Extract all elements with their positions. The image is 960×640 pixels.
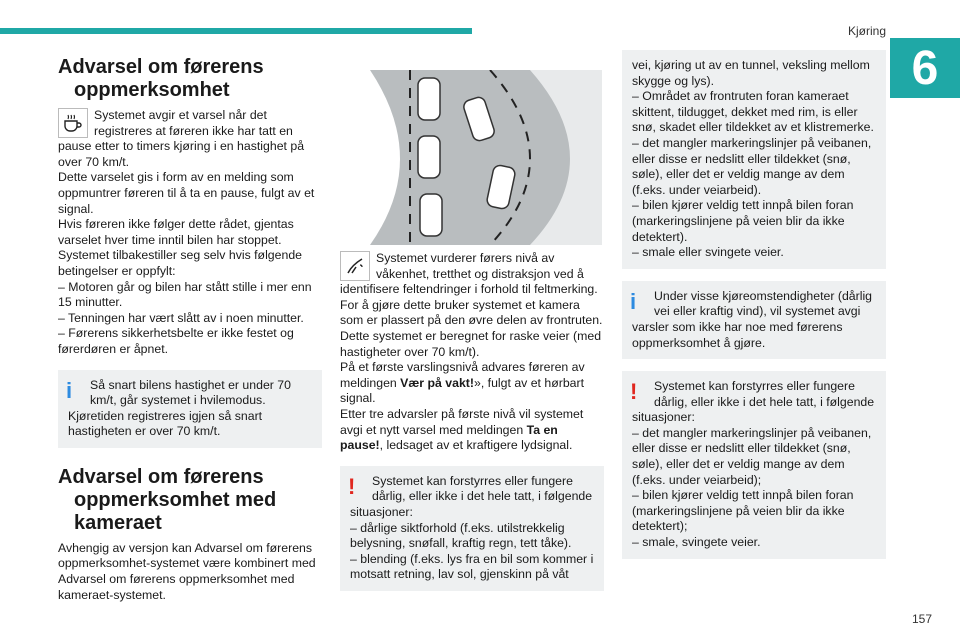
list-item: – Motoren går og bilen har stått stille i mer enn 15 minutter. (58, 279, 312, 310)
paragraph: På et første varslingsnivå advares føreren av meldingen Vær på vakt!», fulgt av et hørbart signal. (340, 360, 585, 406)
heading-camera-attention: Advarsel om førerens oppmerksomhet med kameraet (58, 465, 277, 534)
warning-icon: ! (348, 473, 356, 499)
coffee-paragraph: Systemet avgir et varsel når det registreres at føreren ikke har tatt en pause etter to timers kjøring i en hastighet på over 70 km/t. (58, 108, 305, 169)
list-item: – blending (f.eks. lys fra en bil som kommer i motsatt retning, lav sol, gjenskinn på våt (350, 551, 594, 582)
paragraph: Dette varselet gis i form av en melding som oppmuntrer føreren til å ta en pause, fulgt av et signal. (58, 170, 315, 216)
heading-driver-attention: Advarsel om førerens oppmerksomhet (58, 56, 264, 101)
warning-box: ! Systemet kan forstyrres eller fungere dårlig, eller ikke i det hele tatt, i følgende situasjoner: – dårlige siktforhold (f.eks. utilstrekkelig belysning, snøfall, kraftig regn, tett tåke). – blending (f.eks. lys fra en bil som kommer i motsatt retning, lav sol, gjenskinn på våt (340, 466, 604, 591)
list-item: – det mangler markeringslinjer på veibanen, eller disse er nedslitt eller tildekket (snø, søle), eller det er veldig mange av dem (f.eks. under veiarbeid). (632, 135, 872, 197)
paragraph: For å gjøre dette bruker systemet et kamera som er plassert på den øvre delen av frontruten. (340, 297, 603, 328)
header-bar (0, 28, 472, 34)
column-1 (58, 56, 322, 603)
info-box: i Så snart bilens hastighet er under 70 km/t, går systemet i hvilemodus. Kjøretiden registreres igjen så snart hastigheten er over 70 km/t. (58, 370, 322, 448)
paragraph: Systemet tilbakestiller seg selv hvis følgende betingelser er oppfylt: (58, 248, 302, 278)
page-number: 157 (911, 612, 932, 626)
paragraph: Avhengig av versjon kan Advarsel om førerens oppmerksomhet-systemet være kombinert med Advarsel om førerens oppmerksomhet med kameraet-systemet. (58, 540, 316, 602)
list-item: – smale eller svingete veier. (632, 245, 784, 260)
list-item: – Området av frontruten foran kameraet skittent, tildugget, dekket med rim, is eller snø, skadet eller tildekket av et klistremerke. (632, 89, 874, 135)
list-item: – bilen kjører veldig tett innpå bilen foran (markeringslinjene på veien blir da ikke detektert). (632, 198, 854, 244)
warning-box: ! Systemet kan forstyrres eller fungere dårlig, eller ikke i det hele tatt, i følgende situasjoner: – det mangler markeringslinjer på veibanen, eller disse er nedslitt eller tildekket (snø, søle), eller det er veldig mange av dem (f.eks. under veiarbeid); – bilen kjører veldig tett innpå bilen foran (markeringslinjene på veien blir da ikke detektert); – smale, svingete veier. (622, 371, 886, 559)
warning-box-continued: vei, kjøring ut av en tunnel, veksling mellom skygge og lys). – Området av frontruten foran kameraet skittent, tildugget, dekket med rim, is eller snø, skadet eller tildekket av et klistremerke. – det mangler markeringslinjer på veibanen, eller disse er nedslitt eller tildekket (snø, søle), eller det er veldig mange av dem (f.eks. under veiarbeid). – bilen kjører veldig tett innpå bilen foran (markeringslinjene på veien blir da ikke detektert). – smale eller svingete veier. (622, 50, 886, 269)
list-item: – Førerens sikkerhetsbelte er ikke festet og førerdøren er åpnet. (58, 326, 294, 356)
list-item: – dårlige siktforhold (f.eks. utilstrekkelig belysning, snøfall, kraftig regn, tett tåke). (350, 520, 572, 551)
info-icon: i (66, 377, 73, 403)
coffee-cup-icon (58, 108, 88, 138)
driver-attention-icon (340, 251, 370, 281)
section-name: Kjøring (847, 24, 886, 38)
paragraph: Hvis føreren ikke følger dette rådet, gjentas varselet hver time inntil bilen har stoppet. (58, 217, 294, 247)
info-icon: i (630, 288, 637, 314)
column-2 (340, 70, 604, 603)
road-illustration (340, 70, 602, 245)
warning-icon: ! (630, 379, 638, 405)
list-item: – smale, svingete veier. (632, 535, 761, 550)
list-item: – bilen kjører veldig tett innpå bilen foran (markeringslinjene på veien blir da ikke detektert); (632, 488, 854, 534)
list-item: – Tenningen har vært slått av i noen minutter. (58, 310, 304, 325)
column-3 (622, 50, 886, 571)
car-lane-drift-illustration (340, 70, 602, 245)
paragraph: Etter tre advarsler på første nivå vil systemet avgi et nytt varsel med meldingen Ta en pause!, ledsaget av et kraftigere lydsignal. (340, 406, 584, 453)
attention-paragraph: Systemet vurderer førers nivå av våkenhet, tretthet og distraksjon ved å identifisere feltendringer i forhold til feltmerking. (340, 251, 598, 297)
chapter-number: 6 (890, 38, 960, 98)
paragraph: Dette systemet er beregnet for raske veier (med hastigheter over 70 km/t). (340, 328, 602, 359)
info-box: i Under visse kjøreomstendigheter (dårlig vei eller kraftig vind), vil systemet avgi varsler som ikke har noe med førerens oppmerksomhet å gjøre. (622, 281, 886, 359)
list-item: – det mangler markeringslinjer på veibanen, eller disse er nedslitt eller tildekket (snø, søle), eller det er veldig mange av dem (f.eks. under veiarbeid); (632, 425, 872, 487)
